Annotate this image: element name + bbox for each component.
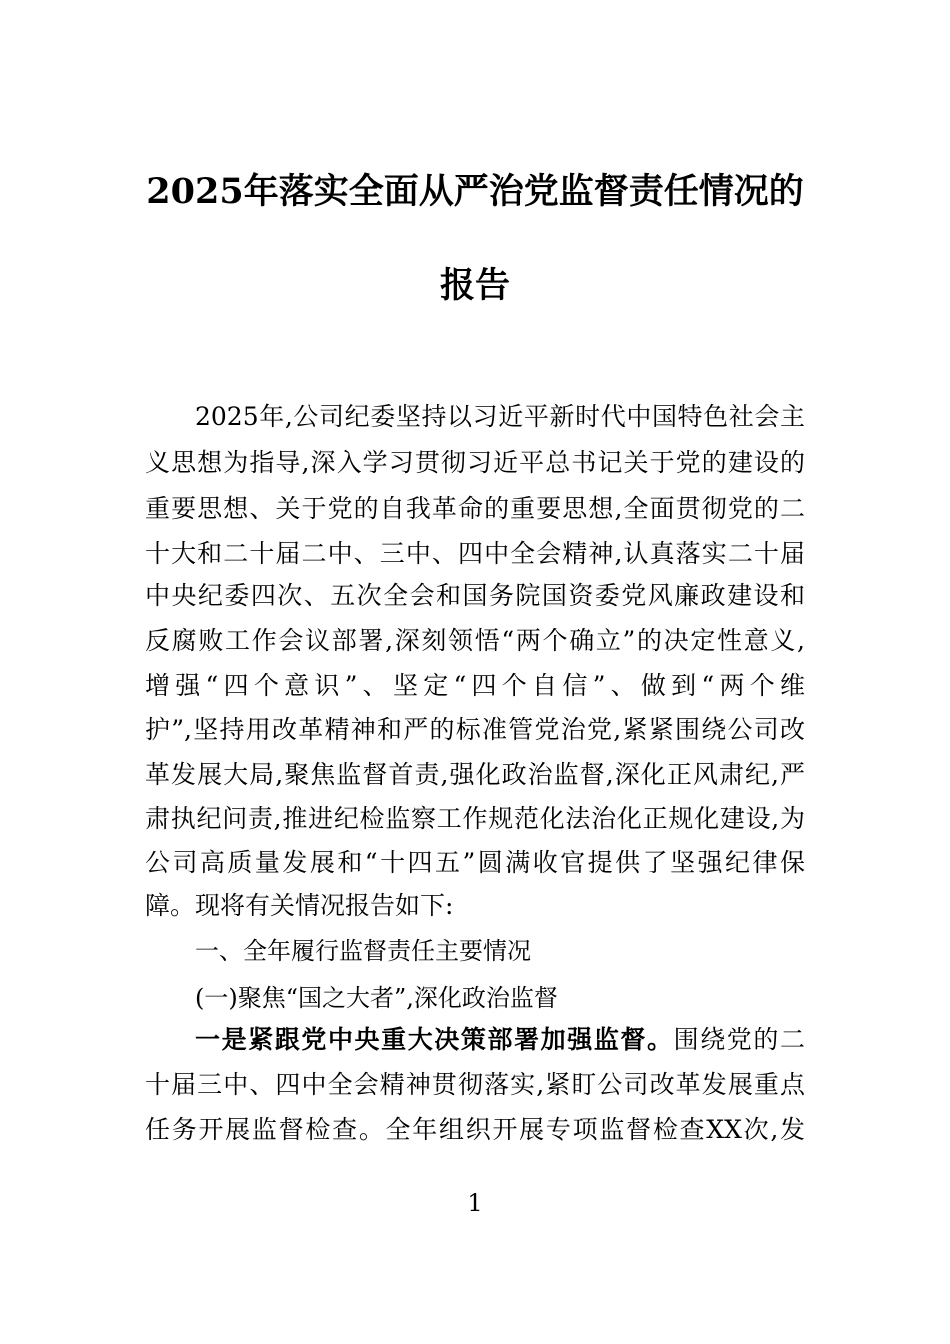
intro-paragraph-line: 2025年,公司纪委坚持以习近平新时代中国特色社会主 bbox=[195, 402, 805, 431]
intro-paragraph-line: 障。现将有关情况报告如下: bbox=[145, 891, 454, 920]
document-title-line-1: 2025年落实全面从严治党监督责任情况的 bbox=[146, 171, 804, 212]
page-number: 1 bbox=[467, 1189, 483, 1217]
intro-paragraph-line: 革发展大局,聚焦监督首责,强化政治监督,深化正风肃纪,严 bbox=[145, 760, 805, 789]
point-paragraph-line: 任务开展监督检查。全年组织开展专项监督检查XX次,发 bbox=[145, 1115, 805, 1144]
intro-paragraph-line: 肃执纪问责,推进纪检监察工作规范化法治化正规化建设,为 bbox=[145, 804, 805, 833]
intro-paragraph-line: 护”,坚持用改革精神和严的标准管党治党,紧紧围绕公司改 bbox=[145, 715, 805, 744]
intro-paragraph-line: 重要思想、关于党的自我革命的重要思想,全面贯彻党的二 bbox=[145, 494, 805, 523]
intro-paragraph-line: 反腐败工作会议部署,深刻领悟“两个确立”的决定性意义, bbox=[145, 626, 805, 655]
document-title-line-2: 报告 bbox=[439, 265, 510, 306]
subsection-heading: (一)聚焦“国之大者”,深化政治监督 bbox=[195, 984, 558, 1012]
intro-paragraph-line: 十大和二十届二中、三中、四中全会精神,认真落实二十届 bbox=[145, 539, 805, 568]
point-paragraph-line: 十届三中、四中全会精神贯彻落实,紧盯公司改革发展重点 bbox=[145, 1070, 805, 1099]
point-text: 围绕党的二 bbox=[673, 1025, 805, 1054]
intro-paragraph-line: 公司高质量发展和“十四五”圆满收官提供了坚强纪律保 bbox=[145, 848, 805, 877]
point-lead-text: 一是紧跟党中央重大决策部署加强监督。 bbox=[195, 1025, 674, 1054]
point-paragraph-line bbox=[195, 1024, 805, 1056]
intro-paragraph-line: 中央纪委四次、五次全会和国务院国资委党风廉政建设和 bbox=[145, 581, 805, 610]
intro-paragraph-line: 增强“四个意识”、坚定“四个自信”、做到“两个维 bbox=[145, 671, 805, 700]
intro-paragraph-line: 义思想为指导,深入学习贯彻习近平总书记关于党的建设的 bbox=[145, 448, 805, 477]
section-heading: 一、全年履行监督责任主要情况 bbox=[195, 937, 531, 965]
